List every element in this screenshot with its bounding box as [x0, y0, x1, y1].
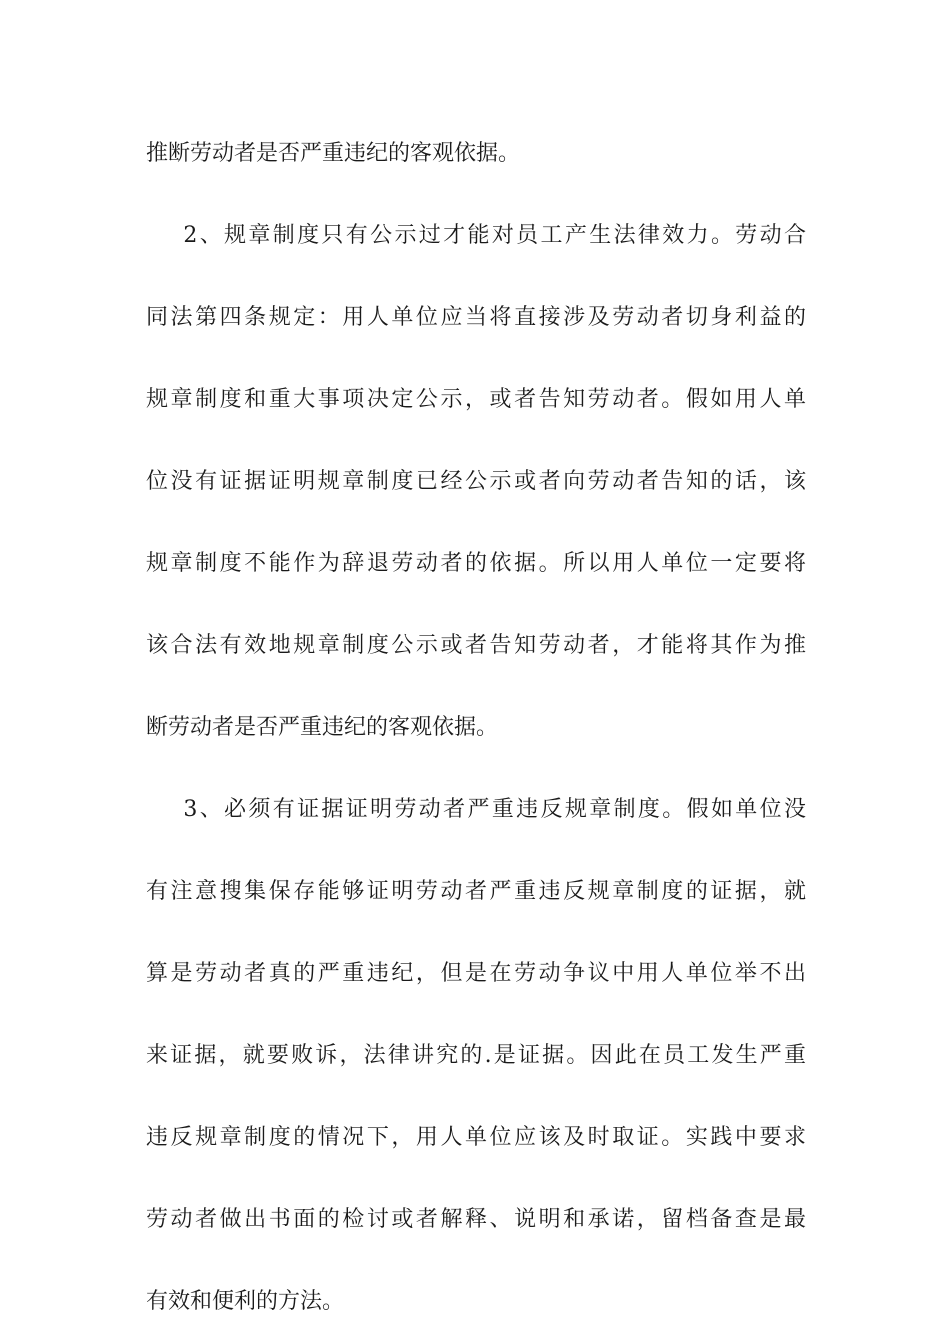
- text-line: 3、必须有证据证明劳动者严重违反规章制度。假如单位没: [146, 797, 806, 822]
- text-line: 位没有证据证明规章制度已经公示或者向劳动者告知的话，该: [146, 469, 806, 494]
- text-line: 规章制度和重大事项决定公示，或者告知劳动者。假如用人单: [146, 387, 806, 412]
- text-line: 违反规章制度的情况下，用人单位应该及时取证。实践中要求: [146, 1125, 806, 1150]
- paragraph-3: [146, 784, 806, 1328]
- text-line: 来证据，就要败诉，法律讲究的.是证据。因此在员工发生严重: [146, 1043, 806, 1068]
- paragraph-1: [146, 128, 806, 180]
- text-line: 劳动者做出书面的检讨或者解释、说明和承诺，留档备查是最: [146, 1207, 806, 1232]
- text-line: 有注意搜集保存能够证明劳动者严重违反规章制度的证据，就: [146, 879, 806, 904]
- text-line: 断劳动者是否严重违纪的客观依据。: [146, 715, 499, 740]
- paragraph-2: [146, 210, 806, 754]
- document-body: [146, 128, 806, 1328]
- text-line: 该合法有效地规章制度公示或者告知劳动者，才能将其作为推: [146, 633, 806, 658]
- text-line: 算是劳动者真的严重违纪，但是在劳动争议中用人单位举不出: [146, 961, 806, 986]
- text-line: 有效和便利的方法。: [146, 1289, 345, 1314]
- text-line: 同法第四条规定：用人单位应当将直接涉及劳动者切身利益的: [146, 305, 806, 330]
- text-line: 2、规章制度只有公示过才能对员工产生法律效力。劳动合: [146, 223, 806, 248]
- text-line: 推断劳动者是否严重违纪的客观依据。: [146, 141, 521, 166]
- text-line: 规章制度不能作为辞退劳动者的依据。所以用人单位一定要将: [146, 551, 806, 576]
